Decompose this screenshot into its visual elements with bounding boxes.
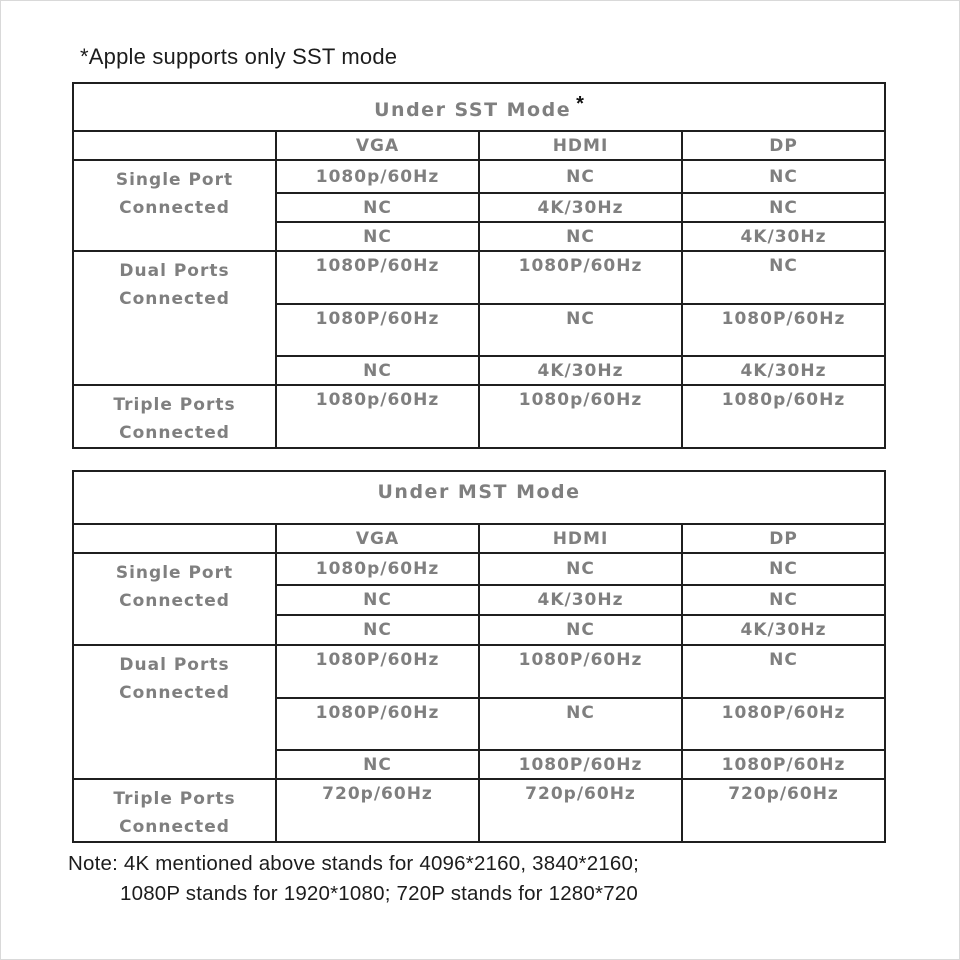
table-cell: NC xyxy=(682,251,885,304)
header-vga: VGA xyxy=(276,524,479,553)
table-row xyxy=(73,645,885,698)
table-cell: 4K/30Hz xyxy=(682,615,885,645)
table-row xyxy=(73,471,885,524)
table-cell: 1080p/60Hz xyxy=(682,385,885,448)
table-row xyxy=(73,779,885,842)
table-cell: 1080P/60Hz xyxy=(276,645,479,698)
table-cell: 4K/30Hz xyxy=(682,222,885,251)
header-hdmi: HDMI xyxy=(479,131,682,160)
table-cell: 1080p/60Hz xyxy=(276,385,479,448)
table-cell: NC xyxy=(276,356,479,385)
table-cell: NC xyxy=(682,193,885,222)
header-hdmi: HDMI xyxy=(479,524,682,553)
table-cell: 1080p/60Hz xyxy=(479,385,682,448)
table-cell: 720p/60Hz xyxy=(682,779,885,842)
table-cell: 1080P/60Hz xyxy=(682,698,885,750)
row-label-dual-ports xyxy=(73,645,276,779)
row-label-single-port xyxy=(73,160,276,251)
header-dp: DP xyxy=(682,524,885,553)
table-row xyxy=(73,160,885,193)
table-cell: 4K/30Hz xyxy=(479,585,682,615)
label-line: Triple Ports xyxy=(113,395,236,415)
table-cell: NC xyxy=(276,615,479,645)
table-cell: 1080P/60Hz xyxy=(276,304,479,356)
header-empty-cell xyxy=(73,131,276,160)
label-line: Triple Ports xyxy=(113,789,236,809)
sst-table-title xyxy=(73,83,885,131)
table-cell: 1080P/60Hz xyxy=(276,698,479,750)
sst-title-asterisk: * xyxy=(576,93,584,115)
mst-mode-table xyxy=(72,470,886,843)
table-cell: NC xyxy=(276,585,479,615)
header-dp: DP xyxy=(682,131,885,160)
table-cell: NC xyxy=(276,750,479,779)
table-cell: NC xyxy=(682,585,885,615)
header-empty-cell xyxy=(73,524,276,553)
table-cell: NC xyxy=(479,304,682,356)
table-cell: NC xyxy=(479,698,682,750)
table-cell: NC xyxy=(479,615,682,645)
label-line: Connected xyxy=(119,817,230,837)
table-cell: 1080p/60Hz xyxy=(276,160,479,193)
table-header-row xyxy=(73,524,885,553)
table-cell: NC xyxy=(479,222,682,251)
label-line: Connected xyxy=(119,591,230,611)
table-cell: 1080p/60Hz xyxy=(276,553,479,585)
table-cell: 720p/60Hz xyxy=(479,779,682,842)
row-label-triple-ports xyxy=(73,385,276,448)
label-line: Connected xyxy=(119,289,230,309)
table-cell: NC xyxy=(682,160,885,193)
table-cell: 720p/60Hz xyxy=(276,779,479,842)
label-line: Dual Ports xyxy=(119,261,230,281)
header-vga: VGA xyxy=(276,131,479,160)
table-row xyxy=(73,83,885,131)
table-cell: NC xyxy=(276,222,479,251)
table-cell: 1080P/60Hz xyxy=(682,304,885,356)
table-cell: 1080P/60Hz xyxy=(276,251,479,304)
table-row xyxy=(73,251,885,304)
sst-mode-table xyxy=(72,82,886,449)
sst-title-text: Under SST Mode xyxy=(374,99,572,121)
table-cell: 1080P/60Hz xyxy=(682,750,885,779)
row-label-triple-ports xyxy=(73,779,276,842)
table-cell: NC xyxy=(682,553,885,585)
row-label-dual-ports xyxy=(73,251,276,385)
mst-table-title xyxy=(73,471,885,524)
label-line: Single Port xyxy=(115,170,234,190)
table-cell: NC xyxy=(682,645,885,698)
table-cell: 4K/30Hz xyxy=(682,356,885,385)
resolution-footnote xyxy=(68,849,639,909)
label-line: Dual Ports xyxy=(119,655,230,675)
apple-sst-note: *Apple supports only SST mode xyxy=(80,44,398,69)
label-line: Connected xyxy=(119,683,230,703)
table-row xyxy=(73,553,885,585)
table-cell: 4K/30Hz xyxy=(479,193,682,222)
footnote-line-1: Note: 4K mentioned above stands for 4096*2160, 3840*2160; xyxy=(68,852,640,875)
mst-title-text: Under MST Mode xyxy=(377,481,581,503)
footnote-line-2: 1080P stands for 1920*1080; 720P stands for 1280*720 xyxy=(120,882,638,905)
table-cell: 1080P/60Hz xyxy=(479,645,682,698)
table-row xyxy=(73,385,885,448)
table-cell: NC xyxy=(479,553,682,585)
label-line: Connected xyxy=(119,198,230,218)
row-label-single-port xyxy=(73,553,276,645)
label-line: Single Port xyxy=(115,563,234,583)
label-line: Connected xyxy=(119,423,230,443)
table-cell: NC xyxy=(479,160,682,193)
table-cell: 1080P/60Hz xyxy=(479,251,682,304)
table-cell: 1080P/60Hz xyxy=(479,750,682,779)
table-header-row xyxy=(73,131,885,160)
table-cell: 4K/30Hz xyxy=(479,356,682,385)
table-cell: NC xyxy=(276,193,479,222)
